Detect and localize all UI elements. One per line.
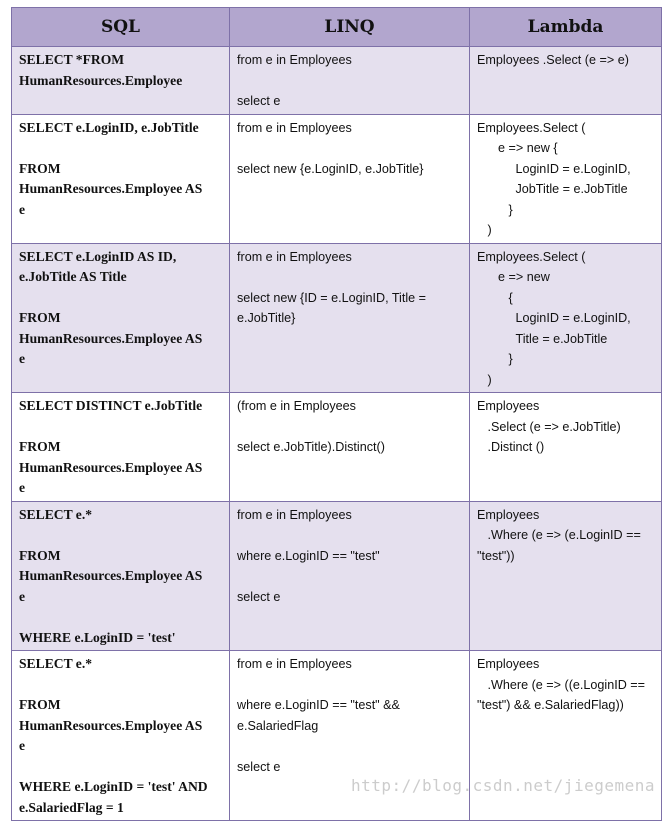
lambda-cell-line: Employees.Select ( [477,249,586,264]
lambda-cell-line: } [477,352,513,366]
linq-cell-line: from e in Employees [237,53,352,67]
sql-cell-line [19,138,222,159]
lambda-cell-line: "test")) [477,548,515,563]
lambda-cell-line: { [477,290,513,305]
lambda-cell-line: .Where (e => ((e.LoginID == [477,677,646,692]
lambda-cell [470,243,662,393]
sql-cell [12,651,230,821]
lambda-cell-line: .Select (e => e.JobTitle) [477,419,621,434]
linq-cell-line [237,525,462,546]
sql-cell-line: e [19,201,26,217]
table-row [12,501,662,651]
lambda-cell [470,47,662,115]
linq-cell-line [237,675,462,696]
header-lambda: Lambda [470,8,662,47]
linq-cell-line: e.SalariedFlag [237,718,319,733]
lambda-cell-line: Employees [477,399,540,413]
sql-cell-line: FROM [19,310,61,325]
sql-cell-line [19,757,222,778]
lambda-cell-line: e => new { [477,141,558,155]
linq-cell-line: select new {e.LoginID, e.JobTitle} [237,161,424,176]
table-row [12,47,662,115]
linq-cell-line [237,736,462,757]
sql-cell-line: e [19,351,26,366]
linq-cell [230,243,470,393]
lambda-cell-line: Employees [477,657,540,671]
lambda-cell-line: ) [477,223,492,237]
sql-cell-line: e.JobTitle AS Title [19,269,127,284]
linq-cell-line: select e [237,759,281,774]
sql-cell-line: SELECT e.* [19,506,93,522]
linq-cell [230,47,470,115]
sql-cell-line: SELECT e.LoginID, e.JobTitle [19,119,199,135]
linq-cell-line: from e in Employees [237,120,352,135]
sql-cell-line: FROM [19,697,61,712]
linq-cell-line: from e in Employees [237,507,352,522]
header-row [12,8,662,47]
linq-cell-line: select e [237,94,281,108]
linq-cell-line [237,138,462,159]
sql-cell-line: e [19,480,26,495]
table-row [12,243,662,393]
linq-cell-line [237,267,462,288]
sql-cell-line: FROM [19,160,61,176]
linq-cell-line: from e in Employees [237,249,352,264]
sql-cell-line [19,675,222,696]
linq-cell-line: e.JobTitle} [237,311,296,325]
sql-cell-line: HumanResources.Employee AS [19,459,203,475]
linq-cell-line [237,417,462,438]
table-body [12,47,662,821]
sql-cell [12,501,230,651]
sql-cell-line: HumanResources.Employee [19,72,183,88]
linq-cell-line: select new {ID = e.LoginID, Title = [237,290,427,305]
sql-cell-line [19,525,222,546]
sql-cell-line: HumanResources.Employee AS [19,181,203,196]
lambda-cell-line: Employees.Select ( [477,120,586,135]
sql-cell-line: SELECT DISTINCT e.JobTitle [19,398,203,413]
lambda-cell-line: Employees .Select (e => e) [477,53,629,67]
lambda-cell [470,393,662,502]
linq-cell-line: (from e in Employees [237,399,356,413]
linq-cell [230,501,470,651]
lambda-cell-line: .Where (e => (e.LoginID == [477,528,641,542]
lambda-cell-line: "test") && e.SalariedFlag)) [477,698,624,712]
sql-cell-line: HumanResources.Employee AS [19,568,203,583]
lambda-cell-line: Employees [477,507,540,522]
linq-cell-line: select e [237,589,281,604]
linq-cell [230,651,470,821]
sql-cell-line: SELECT e.* [19,656,93,671]
sql-cell [12,243,230,393]
sql-cell-line: WHERE e.LoginID = 'test' [19,629,176,645]
lambda-cell-line: ) [477,372,492,387]
linq-cell-line [237,566,462,587]
table-row [12,114,662,243]
comparison-table-container [11,7,662,821]
header-sql: SQL [12,8,230,47]
lambda-cell-line: LoginID = e.LoginID, [477,311,631,325]
lambda-cell [470,501,662,651]
sql-linq-lambda-table [11,7,662,821]
sql-cell [12,393,230,502]
linq-cell-line: where e.LoginID == "test" && [237,698,400,712]
lambda-cell-line: .Distinct () [477,440,545,454]
linq-cell-line: where e.LoginID == "test" [237,548,380,563]
table-row [12,393,662,502]
sql-cell-line: HumanResources.Employee AS [19,717,203,733]
lambda-cell [470,114,662,243]
lambda-cell-line: LoginID = e.LoginID, [477,161,631,176]
sql-cell [12,114,230,243]
sql-cell-line: e [19,588,26,604]
sql-cell-line: HumanResources.Employee AS [19,330,203,346]
table-row [12,651,662,821]
sql-cell-line: SELECT *FROM [19,52,125,67]
linq-cell-line [237,71,462,92]
sql-cell-line: SELECT e.LoginID AS ID, [19,248,177,264]
linq-cell-line: from e in Employees [237,657,352,671]
watermark: http://blog.csdn.net/jiegemena [351,776,655,795]
linq-cell [230,114,470,243]
sql-cell-line: e.SalariedFlag = 1 [19,799,124,815]
sql-cell-line: FROM [19,439,61,454]
sql-cell-line: FROM [19,547,61,563]
lambda-cell-line: } [477,202,513,217]
lambda-cell [470,651,662,821]
linq-cell-line: select e.JobTitle).Distinct() [237,440,385,454]
sql-cell-line [19,288,222,309]
sql-cell-line [19,607,222,628]
lambda-cell-line: e => new [477,270,550,284]
linq-cell [230,393,470,502]
sql-cell-line [19,417,222,438]
sql-cell [12,47,230,115]
header-linq: LINQ [230,8,470,47]
sql-cell-line: e [19,738,26,753]
lambda-cell-line: JobTitle = e.JobTitle [477,182,628,196]
lambda-cell-line: Title = e.JobTitle [477,331,608,346]
sql-cell-line: WHERE e.LoginID = 'test' AND [19,779,208,794]
